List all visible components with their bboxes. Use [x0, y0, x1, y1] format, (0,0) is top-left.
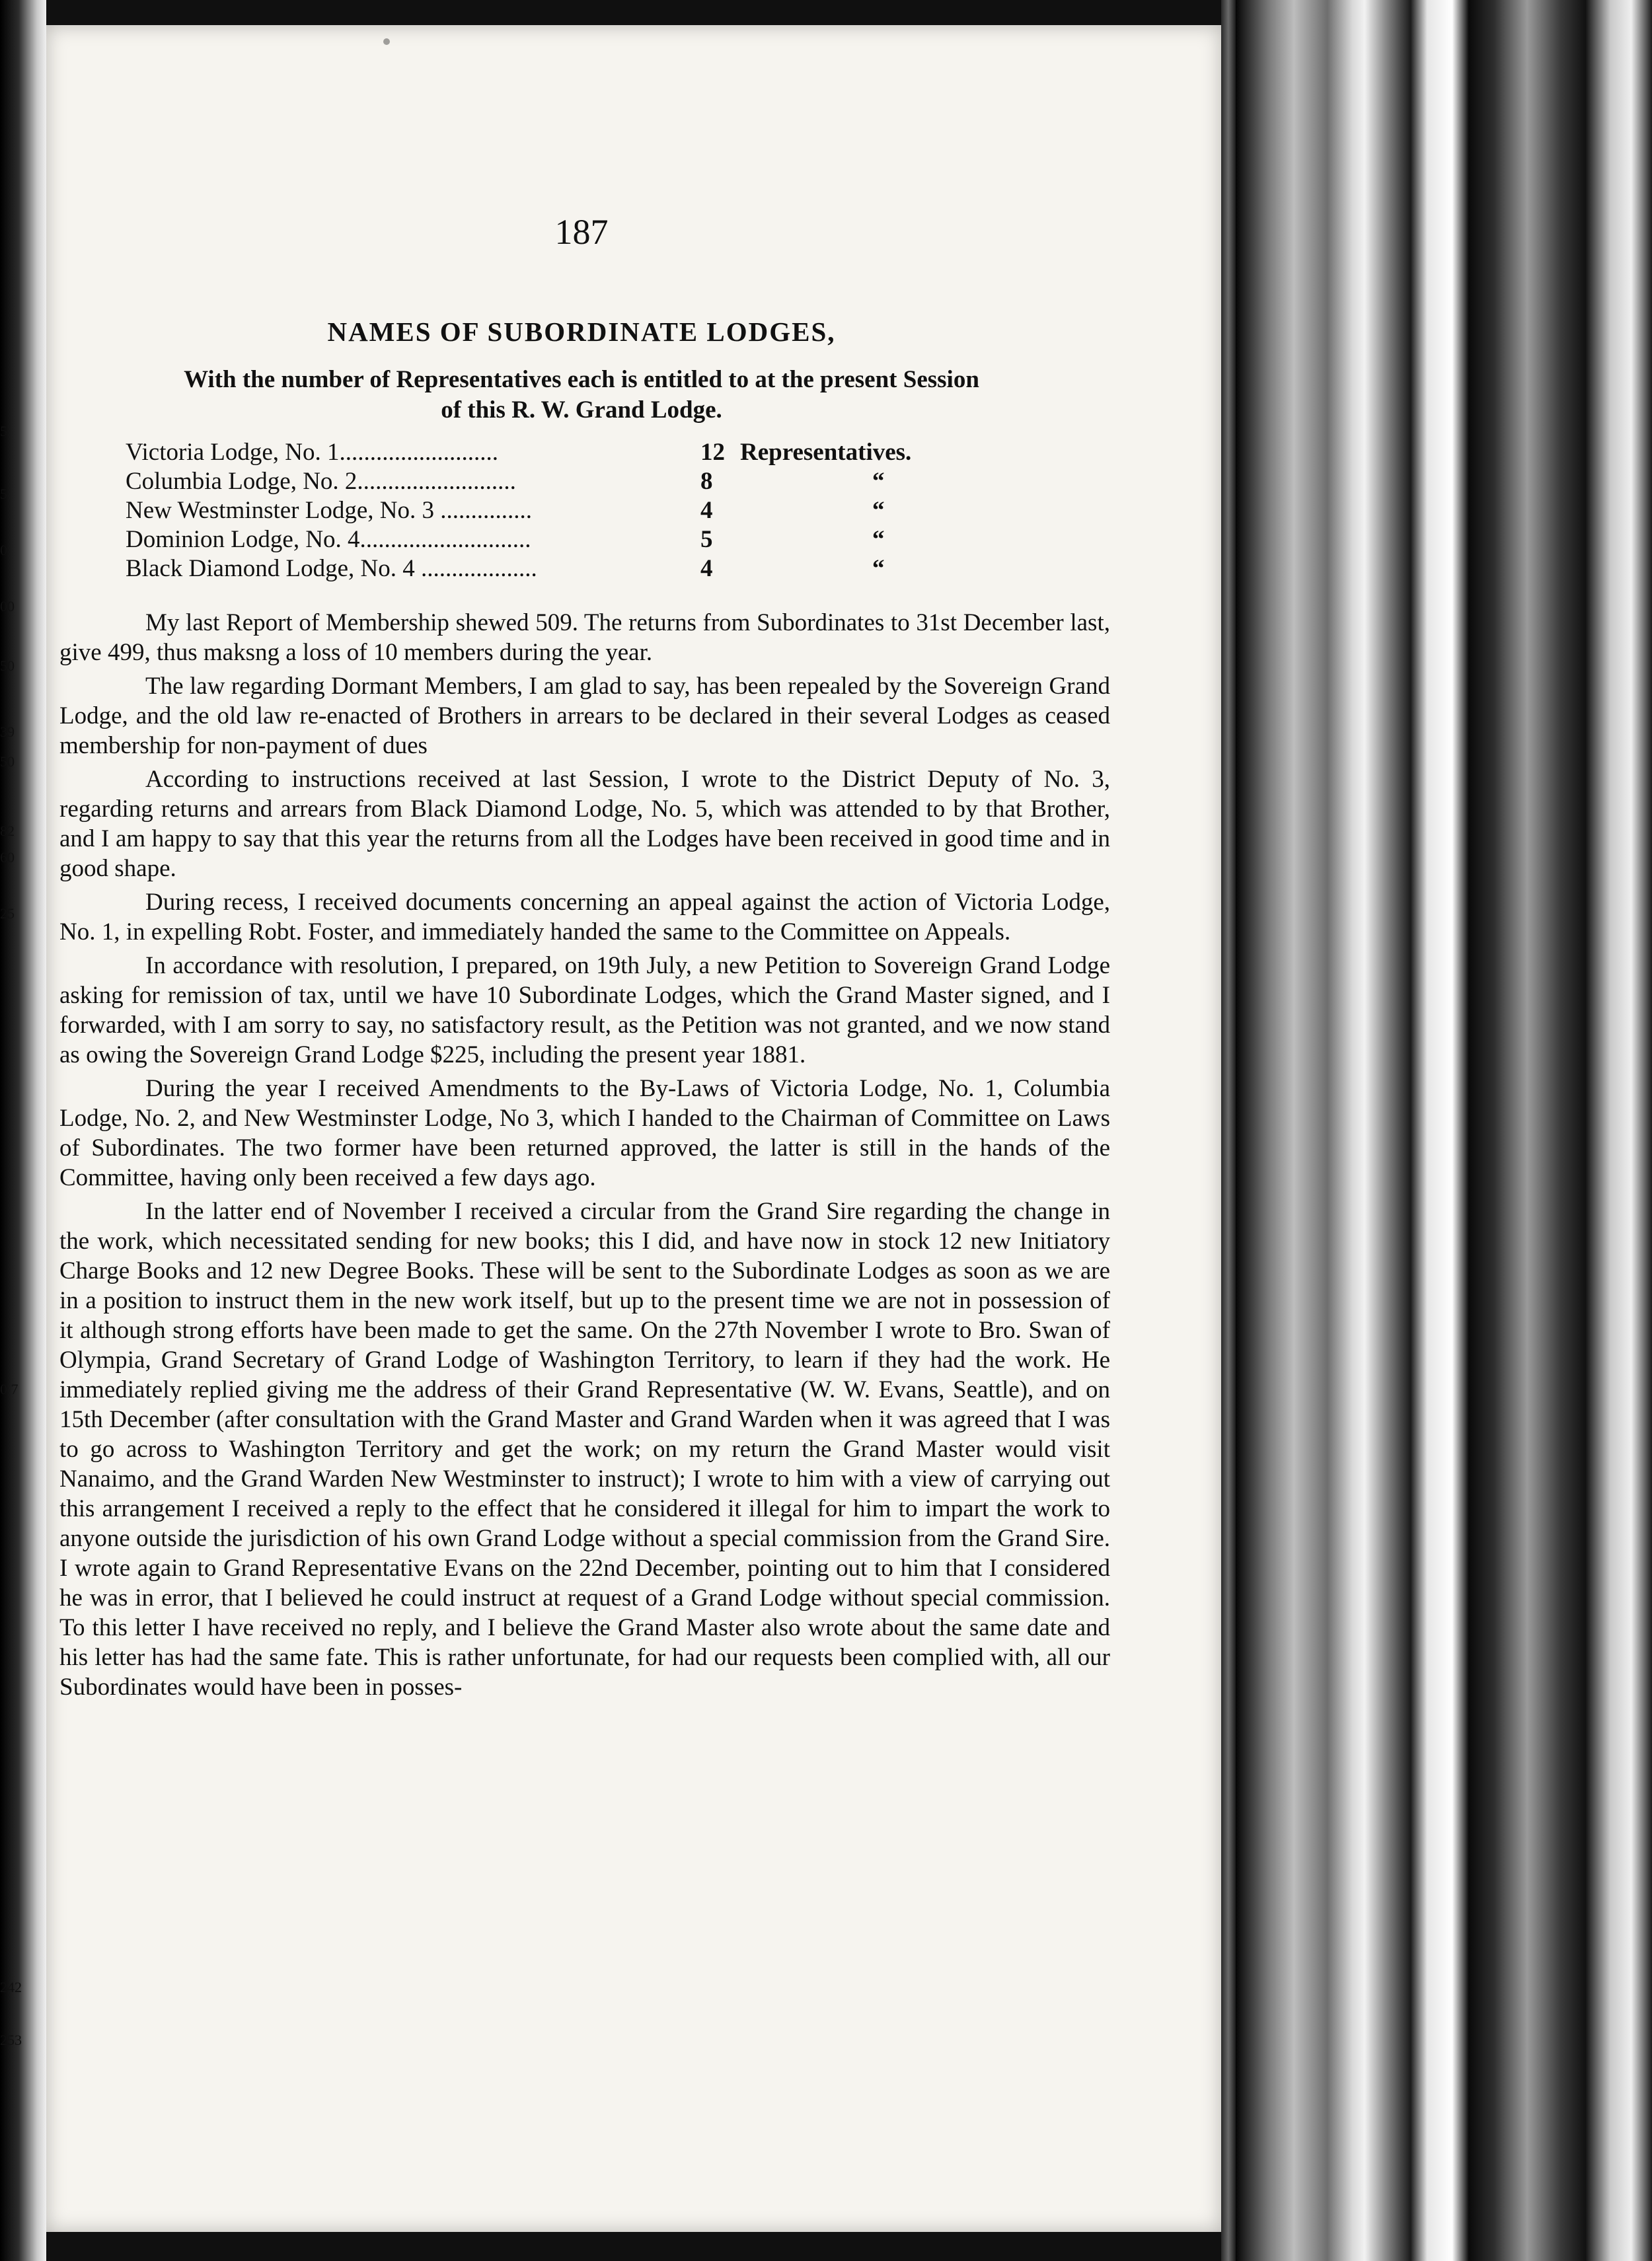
lodge-row: [126, 525, 1117, 554]
lodge-list: [126, 438, 1117, 583]
edge-number: 0: [0, 542, 7, 558]
page-number: 187: [554, 212, 609, 252]
lodge-count: 12: [700, 439, 725, 466]
lodge-row: [126, 554, 1117, 583]
lodge-count: 8: [700, 468, 713, 495]
left-page-edge: [0, 0, 46, 2261]
edge-number: 242: [0, 1979, 22, 1995]
edge-number: 00: [0, 598, 15, 614]
lodge-name: Dominion Lodge, No. 4............................: [126, 526, 531, 553]
ink-speck: [383, 38, 390, 45]
paragraph-petition: In accordance with resolution, I prepared, on 19th July, a new Petition to Sovereign Grand Lodge asking for remission of tax, until we have 10 Subordinate Lodges, which the Grand Master signed, and I forwarded, with I am sorry to say, no satisfactory result, as the Petition was not granted, and we now stand as owing the Sovereign Grand Lodge $225, including the present year 1881.: [59, 952, 1110, 1068]
lodge-name: Black Diamond Lodge, No. 4 ...................: [126, 555, 537, 582]
report-body: [59, 608, 1110, 1706]
page-title: NAMES OF SUBORDINATE LODGES,: [327, 316, 836, 347]
edge-number: 82: [0, 823, 15, 839]
lodge-row: [126, 438, 1117, 467]
lodge-label: Representatives.: [740, 439, 912, 466]
lodge-count: 5: [700, 526, 713, 553]
lodge-row: [126, 467, 1117, 496]
document-page: [46, 25, 1221, 2232]
book-binding: [1236, 0, 1652, 2261]
edge-number: 25: [0, 905, 15, 922]
lodge-name: Columbia Lodge, No. 2..........................: [126, 468, 516, 495]
paragraph-new-work: In the latter end of November I received a circular from the Grand Sire regarding the change in the work, which necessitated sending for new books; this I did, and have now in stock 12 new Initiatory Charge Books and 12 new Degree Books. These will be sent to the Subordinate Lodges as soon as we are in a position to instruct them in the new work itself, but up to the present time we are not in possession of it although strong efforts have been made to get the same. On the 27th November I wrote to Bro. Swan of Olympia, Grand Secretary of Grand Lodge of Washington Territory, to learn if they had the work. He immediately replied giving me the address of their Grand Representative (W. W. Evans, Seattle), and on 15th December (after consultation with the Grand Master and Grand Warden when it was agreed that I was to go across to Washington Territory and get the work; on my return the Grand Master would visit Nanaimo, and the Grand Warden New Westminster to instruct); I wrote to him with a view of carrying out this arrangement I received a reply to the effect that he considered it illegal for him to impart the work to anyone outside the jurisdiction of his own Grand Lodge without a special commission from the Grand Sire. I wrote again to Grand Representative Evans on the 22nd December, pointing out to him that I considered he was in error, that I believed he could instruct at request of a Grand Lodge without special commission. To this letter I have received no reply, and I believe the Grand Master also wrote about the same date and his letter has had the same fate. This is rather unfortunate, for had our requests been complied with, all our Subordinates would have been in posses-: [59, 1198, 1110, 1701]
lodge-count: 4: [700, 497, 713, 524]
page-subtitle: [53, 365, 1110, 426]
edge-number: 0 7: [0, 1381, 19, 1397]
paragraph-district-deputy: According to instructions received at last Session, I wrote to the District Deputy of No. 3, regarding returns and arrears from Black Diamond Lodge, No. 5, which was attended to by that Brother, and I am happy to say that this year the returns from all the Lodges have been received in good time and in good shape.: [59, 766, 1110, 882]
edge-number: 5: [0, 423, 7, 439]
edge-number: 60: [0, 849, 15, 866]
subtitle-line-2: of this R. W. Grand Lodge.: [441, 396, 722, 424]
lodge-label: “: [872, 526, 885, 553]
lodge-name: Victoria Lodge, No. 1..........................: [126, 439, 498, 466]
lodge-label: “: [872, 497, 885, 524]
edge-number: 50: [0, 753, 15, 770]
subtitle-line-1: With the number of Representatives each is entitled to at the present Session: [184, 366, 979, 393]
paragraph-appeal: During recess, I received documents concerning an appeal against the action of Victoria Lodge, No. 1, in expelling Robt. Foster, and immediately handed the same to the Committee on Appeals.: [59, 889, 1110, 945]
lodge-label: “: [872, 468, 885, 495]
paragraph-membership: My last Report of Membership shewed 509. The returns from Subordinates to 31st December last, give 499, thus maksng a loss of 10 members during the year.: [59, 609, 1110, 666]
paragraph-dormant-members: The law regarding Dormant Members, I am glad to say, has been repealed by the Sovereign Grand Lodge, and the old law re-enacted of Brothers in arrears to be declared in their several Lodges as ceased membership for non-payment of dues: [59, 673, 1110, 759]
lodge-label: “: [872, 555, 885, 582]
lodge-name: New Westminster Lodge, No. 3 ...............: [126, 497, 532, 524]
paragraph-by-laws: During the year I received Amendments to the By-Laws of Victoria Lodge, No. 1, Columbia Lodge, No. 2, and New Westminster Lodge, No 3, which I handed to the Chairman of Committee on Laws of Subordinates. The two former have been returned approved, the latter is still in the hands of the Committee, having only been received a few days ago.: [59, 1075, 1110, 1191]
edge-number: 39: [0, 723, 15, 740]
edge-number: 253: [0, 2032, 22, 2048]
edge-number: 5: [0, 486, 7, 502]
lodge-count: 4: [700, 555, 713, 582]
lodge-row: [126, 496, 1117, 525]
page-gutter: [1221, 0, 1236, 2261]
edge-number: 50: [0, 657, 15, 674]
